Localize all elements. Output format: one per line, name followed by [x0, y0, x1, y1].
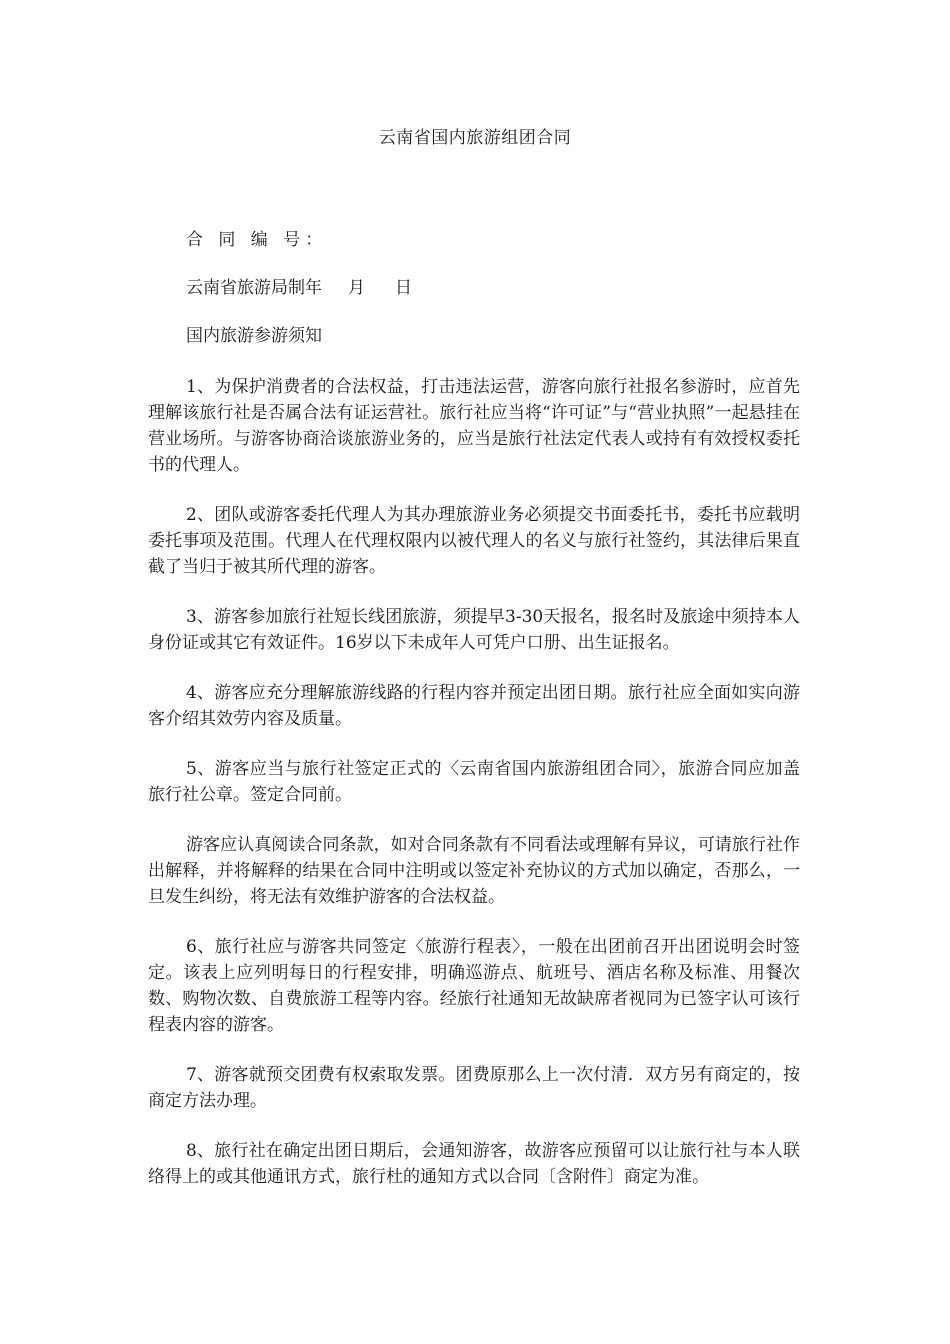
paragraph-6: 6、旅行社应与游客共同签定〈旅游行程表〉，一般在出团前召开出团说明会时签定。该表上应列明每日的行程安排，明确巡游点、航班号、酒店名称及标准、用餐次数、购物次数、自费旅游工程等内容。经旅行社通知无故缺席者视同为已签字认可该行程表内容的游客。	[148, 937, 800, 1035]
issuer-date-line	[186, 276, 412, 300]
paragraph-7: 7、游客就预交团费有权索取发票。团费原那么上一次付清．双方另有商定的，按商定方法办理。	[148, 1065, 800, 1111]
notice-body	[148, 374, 800, 1214]
paragraph-1: 1、为保护消费者的合法权益，打击违法运营，游客向旅行社报名参游时，应首先理解该旅行社是否属合法有证运营社。旅行社应当将“许可证”与“营业执照”一起悬挂在营业场所。与游客协商洽谈旅游业务的，应当是旅行社法定代表人或持有有效授权委托书的代理人。	[148, 377, 800, 475]
paragraph-2: 2、团队或游客委托代理人为其办理旅游业务必须提交书面委托书，委托书应载明委托事项及范围。代理人在代理权限内以被代理人的名义与旅行社签约，其法律后果直截了当归于被其所代理的游客。	[148, 505, 800, 577]
contract-number-label: 合 同 编 号：	[186, 230, 328, 250]
issuer-prefix: 云南省旅游局制年	[186, 278, 322, 298]
paragraph-3: 3、游客参加旅行社短长线团旅游，须提早3-30天报名，报名时及旅途中须持本人身份证或其它有效证件。16岁以下未成年人可凭户口册、出生证报名。	[148, 607, 800, 653]
notice-heading: 国内旅游参游须知	[186, 326, 322, 346]
paragraph-8: 8、旅行社在确定出团日期后，会通知游客，故游客应预留可以让旅行社与本人联络得上的或其他通讯方式，旅行杜的通知方式以合同〔含附件〕商定为准。	[148, 1141, 800, 1187]
document-title: 云南省国内旅游组团合同	[378, 128, 572, 148]
paragraph-5-continued: 游客应认真阅读合同条款，如对合同条款有不同看法或理解有异议，可请旅行社作出解释，并将解释的结果在合同中注明或以签定补充协议的方式加以确定，否那么，一旦发生纠纷，将无法有效维护游客的合法权益。	[148, 835, 800, 907]
month-label: 月	[348, 278, 365, 298]
paragraph-5: 5、游客应当与旅行社签定正式的〈云南省国内旅游组团合同〉，旅游合同应加盖旅行社公章。签定合同前。	[148, 759, 800, 805]
paragraph-4: 4、游客应充分理解旅游线路的行程内容并预定出团日期。旅行社应全面如实向游客介绍其效劳内容及质量。	[148, 683, 800, 729]
day-label: 日	[395, 278, 412, 298]
